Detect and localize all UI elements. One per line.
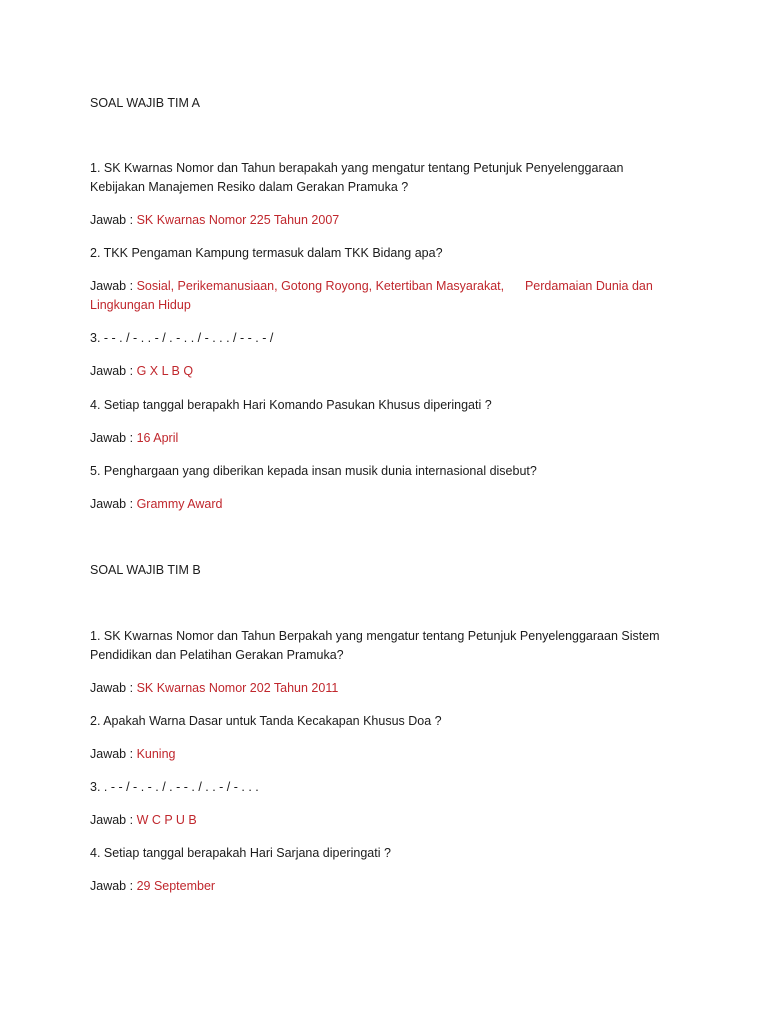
answer-label: Jawab : [90, 747, 137, 761]
answer-label: Jawab : [90, 681, 137, 695]
answer [90, 495, 680, 514]
answer [90, 745, 680, 764]
answer [90, 429, 680, 448]
answer-text: G X L B Q [136, 364, 194, 378]
answer-label: Jawab : [90, 431, 137, 445]
answer-text: W C P U B [136, 813, 197, 827]
answer-text: Sosial, Perikemanusiaan, Gotong Royong, Ketertiban Masyarakat, Perdamaian Dunia dan Lingkungan Hidup [90, 279, 657, 312]
answer-text: 16 April [136, 431, 179, 445]
answer [90, 211, 680, 230]
answer-label: Jawab : [90, 497, 137, 511]
answer-label: Jawab : [90, 213, 137, 227]
answer-text: 29 September [136, 879, 216, 893]
section-title-team-a: SOAL WAJIB TIM A [90, 96, 200, 110]
question: 3. . - - / - . - . / . - - . / . . - / - . . . [90, 780, 259, 794]
section-title-team-b: SOAL WAJIB TIM B [90, 563, 201, 577]
question: 5. Penghargaan yang diberikan kepada insan musik dunia internasional disebut? [90, 464, 537, 478]
answer-text: Kuning [136, 747, 176, 761]
question: 2. Apakah Warna Dasar untuk Tanda Kecakapan Khusus Doa ? [90, 714, 442, 728]
answer-text: SK Kwarnas Nomor 202 Tahun 2011 [136, 681, 339, 695]
answer [90, 811, 680, 830]
question: 1. SK Kwarnas Nomor dan Tahun berapakah yang mengatur tentang Petunjuk Penyelenggaraan Kebijakan Manajemen Resiko dalam Gerakan Pramuka ? [90, 161, 627, 194]
question: 4. Setiap tanggal berapakh Hari Komando Pasukan Khusus diperingati ? [90, 398, 492, 412]
answer-label: Jawab : [90, 879, 137, 893]
answer [90, 277, 680, 315]
question: 2. TKK Pengaman Kampung termasuk dalam TKK Bidang apa? [90, 246, 443, 260]
answer-text: Grammy Award [136, 497, 223, 511]
answer [90, 877, 680, 896]
answer-label: Jawab : [90, 279, 137, 293]
answer-text: SK Kwarnas Nomor 225 Tahun 2007 [136, 213, 340, 227]
question: 1. SK Kwarnas Nomor dan Tahun Berpakah yang mengatur tentang Petunjuk Penyelenggaraan Sistem Pendidikan dan Pelatihan Gerakan Pramuka? [90, 629, 664, 662]
answer-label: Jawab : [90, 813, 137, 827]
question: 3. - - . / - . . - / . - . . / - . . . / - - . - / [90, 331, 274, 345]
answer [90, 679, 680, 698]
question: 4. Setiap tanggal berapakah Hari Sarjana diperingati ? [90, 846, 391, 860]
answer-label: Jawab : [90, 364, 137, 378]
answer [90, 362, 680, 381]
